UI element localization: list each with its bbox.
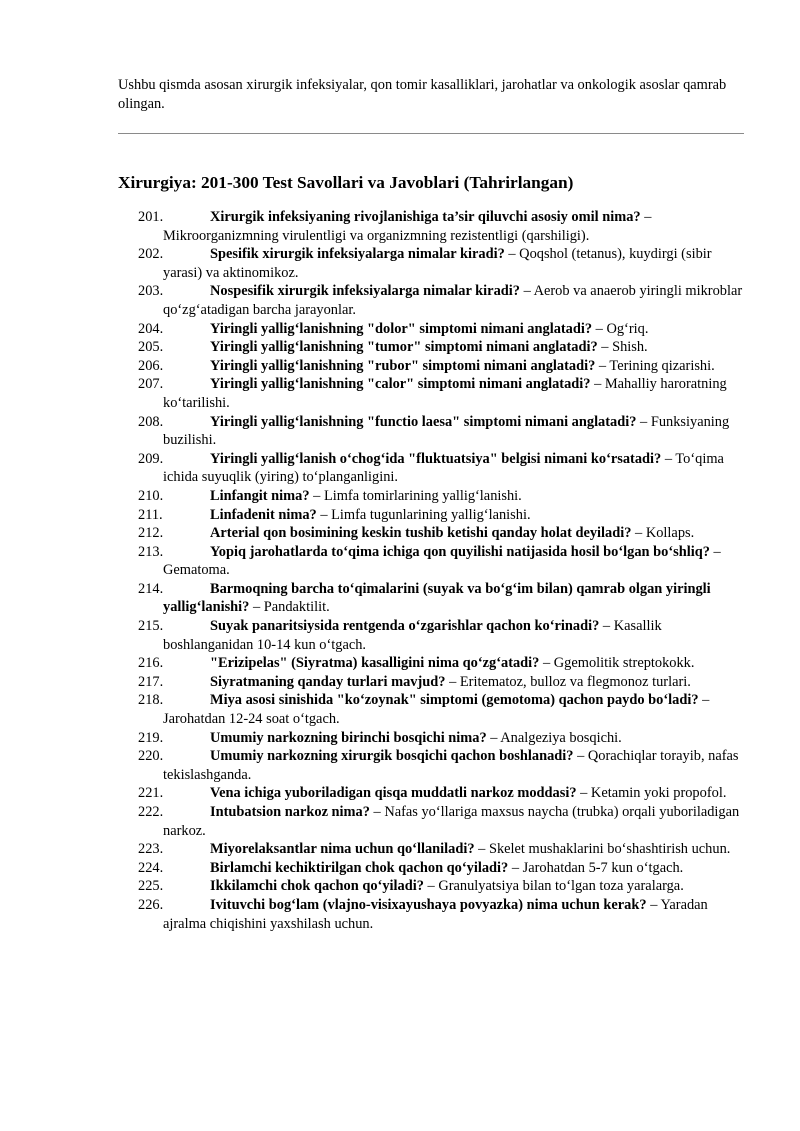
question-item [118, 543, 748, 580]
answer-text: – Jarohatdan 12-24 soat o‘tgach. [163, 692, 710, 728]
question-text: Umumiy narkozning xirurgik bosqichi qachon boshlanadi? [210, 748, 574, 765]
question-item [118, 617, 748, 654]
question-number: 213. [138, 543, 164, 560]
answer-text: – Pandaktilit. [249, 599, 330, 616]
answer-text: – Analgeziya bosqichi. [486, 729, 622, 746]
question-text: Siyratmaning qanday turlari mavjud? [210, 673, 446, 690]
question-item [118, 896, 748, 933]
question-text: Suyak panaritsiysida rentgenda o‘zgarishlar qachon ko‘rinadi? [210, 618, 600, 635]
answer-text: – Funksiyaning buzilishi. [163, 413, 730, 449]
answer-text: – Qorachiqlar torayib, nafas tekislashganda. [163, 748, 739, 783]
question-number: 226. [138, 896, 164, 913]
question-item [118, 320, 748, 339]
question-item [118, 208, 748, 245]
question-number: 207. [138, 376, 164, 393]
answer-text: – Mahalliy haroratning ko‘tarilishi. [163, 376, 727, 411]
question-number: 224. [138, 859, 164, 876]
answer-text: – Gematoma. [163, 543, 721, 579]
answer-text: – Qoqshol (tetanus), kuydirgi (sibir yarasi) va aktinomikoz. [163, 246, 712, 281]
question-item [118, 338, 748, 357]
question-item [118, 691, 748, 728]
question-item [118, 375, 748, 412]
answer-text: – Shish. [597, 339, 648, 356]
question-number: 220. [138, 748, 164, 765]
question-item [118, 524, 748, 543]
horizontal-rule [118, 133, 744, 134]
answer-text: – To‘qima ichida suyuqlik (yiring) to‘planganligini. [163, 450, 724, 486]
question-item [118, 729, 748, 748]
question-text: Intubatsion narkoz nima? [210, 804, 370, 820]
question-item [118, 450, 748, 487]
question-text: Yiringli yallig‘lanish o‘chog‘ida "fluktuatsiya" belgisi nimani ko‘rsatadi? [210, 450, 662, 467]
question-text: Birlamchi kechiktirilgan chok qachon qo‘yiladi? [210, 859, 509, 876]
question-number: 218. [138, 692, 164, 709]
answer-text: – Kollaps. [631, 525, 695, 542]
question-text: Vena ichiga yuboriladigan qisqa muddatli narkoz moddasi? [210, 785, 577, 802]
answer-text: – Skelet mushaklarini bo‘shashtirish uchun. [474, 841, 731, 858]
answer-text: – Kasallik boshlanganidan 10-14 kun o‘tgach. [163, 618, 662, 653]
question-item [118, 357, 748, 376]
question-text: Yiringli yallig‘lanishning "tumor" simptomi nimani anglatadi? [210, 339, 598, 356]
section-heading: Xirurgiya: 201-300 Test Savollari va Javoblari (Tahrirlangan) [118, 173, 574, 192]
question-text: Ikkilamchi chok qachon qo‘yiladi? [210, 878, 424, 895]
question-number: 201. [138, 209, 164, 225]
question-number: 219. [138, 729, 164, 746]
question-item [118, 803, 748, 840]
answer-text: – Yaradan ajralma chiqishini yaxshilash uchun. [163, 896, 708, 932]
question-item [118, 245, 748, 282]
question-text: Ivituvchi bog‘lam (vlajno-visixayushaya povyazka) nima uchun kerak? [210, 896, 647, 913]
question-item [118, 877, 748, 896]
answer-text: – Jarohatdan 5-7 kun o‘tgach. [508, 859, 684, 876]
question-number: 216. [138, 655, 164, 672]
question-text: Yopiq jarohatlarda to‘qima ichiga qon quyilishi natijasida hosil bo‘lgan bo‘shliq? [210, 543, 710, 560]
question-number: 211. [138, 506, 163, 523]
answer-text: – Limfa tomirlarining yallig‘lanishi. [309, 487, 522, 504]
question-number: 204. [138, 320, 164, 337]
question-text: Spesifik xirurgik infeksiyalarga nimalar kiradi? [210, 246, 505, 263]
question-list [118, 208, 748, 933]
answer-text: – Nafas yo‘llariga maxsus naycha (trubka) orqali yuboriladigan narkoz. [163, 804, 740, 839]
answer-text: – Ggemolitik streptokokk. [539, 655, 695, 672]
question-text: Miyorelaksantlar nima uchun qo‘llaniladi? [210, 841, 475, 858]
document-page [118, 76, 748, 933]
question-number: 214. [138, 580, 164, 597]
question-item [118, 487, 748, 506]
question-number: 206. [138, 357, 164, 374]
question-text: Nospesifik xirurgik infeksiyalarga nimalar kiradi? [210, 283, 520, 300]
question-number: 221. [138, 785, 164, 802]
question-text: Umumiy narkozning birinchi bosqichi nima? [210, 729, 487, 746]
answer-text: – Limfa tugunlarining yallig‘lanishi. [316, 506, 531, 523]
answer-text: – Granulyatsiya bilan to‘lgan toza yaralarga. [423, 878, 684, 895]
answer-text: – Terining qizarishi. [595, 357, 715, 374]
question-text: Linfadenit nima? [210, 506, 317, 523]
answer-text: – Ketamin yoki propofol. [576, 785, 727, 802]
question-number: 225. [138, 878, 164, 895]
question-number: 217. [138, 673, 164, 690]
question-text: Xirurgik infeksiyaning rivojlanishiga ta’sir qiluvchi asosiy omil nima? [210, 209, 641, 225]
answer-text: – Mikroorganizmning virulentligi va organizmning rezistentligi (qarshiligi). [163, 209, 652, 244]
question-item [118, 784, 748, 803]
question-number: 212. [138, 525, 164, 542]
answer-text: – Eritematoz, bulloz va flegmonoz turlari. [445, 673, 691, 690]
question-item [118, 413, 748, 450]
intro-paragraph: Ushbu qismda asosan xirurgik infeksiyalar, qon tomir kasalliklari, jarohatlar va onkologik asoslar qamrab olingan. [118, 77, 727, 112]
question-text: Yiringli yallig‘lanishning "dolor" simptomi nimani anglatadi? [210, 320, 593, 337]
question-text: Yiringli yallig‘lanishning "functio laesa" simptomi nimani anglatadi? [210, 413, 637, 430]
question-text: Yiringli yallig‘lanishning "rubor" simptomi nimani anglatadi? [210, 357, 596, 374]
question-item [118, 580, 748, 617]
question-number: 223. [138, 841, 164, 858]
question-number: 222. [138, 804, 164, 820]
question-text: Arterial qon bosimining keskin tushib ketishi qanday holat deyiladi? [210, 525, 632, 542]
question-number: 215. [138, 618, 164, 635]
question-item [118, 673, 748, 692]
question-text: Yiringli yallig‘lanishning "calor" simptomi nimani anglatadi? [210, 376, 591, 393]
question-text: "Erizipelas" (Siyratma) kasalligini nima qo‘zg‘atadi? [210, 655, 540, 672]
question-item [118, 654, 748, 673]
question-text: Miya asosi sinishida "ko‘zoynak" simptomi (gemotoma) qachon paydo bo‘ladi? [210, 692, 699, 709]
question-number: 208. [138, 413, 164, 430]
question-item [118, 282, 748, 319]
question-number: 209. [138, 450, 164, 467]
question-item [118, 506, 748, 525]
question-text: Barmoqning barcha to‘qimalarini (suyak va bo‘g‘im bilan) qamrab olgan yiringli yallig‘lanishi? [163, 580, 711, 616]
question-number: 202. [138, 246, 164, 263]
question-number: 205. [138, 339, 164, 356]
question-item [118, 747, 748, 784]
question-item [118, 840, 748, 859]
question-text: Linfangit nima? [210, 487, 310, 504]
question-number: 203. [138, 283, 164, 300]
answer-text: – Aerob va anaerob yiringli mikroblar qo‘zg‘atadigan barcha jarayonlar. [163, 283, 743, 318]
question-number: 210. [138, 487, 164, 504]
question-item [118, 859, 748, 878]
answer-text: – Og‘riq. [592, 320, 649, 337]
